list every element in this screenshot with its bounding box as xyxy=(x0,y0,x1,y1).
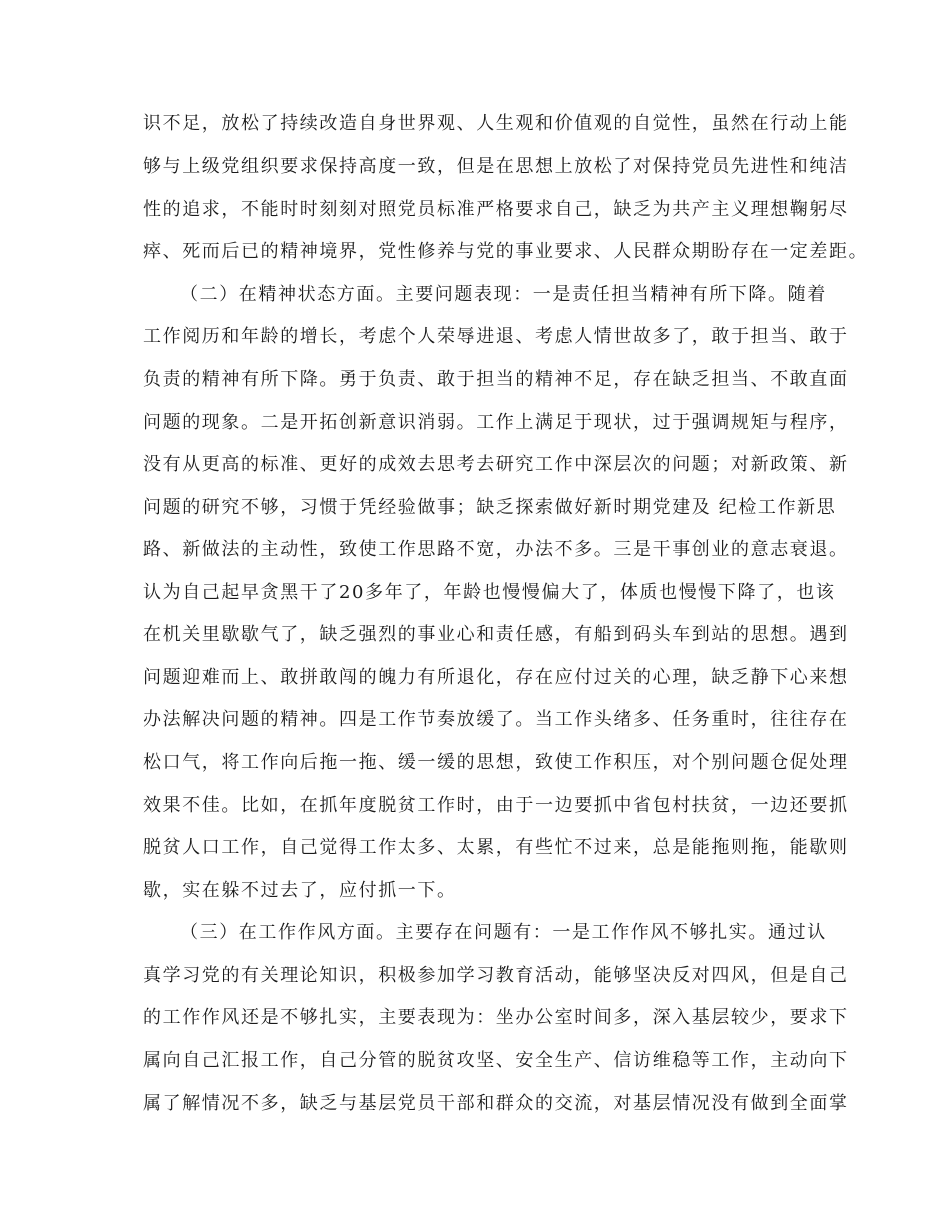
text-line: 问题迎难而上、敢拼敢闯的魄力有所退化，存在应付过关的心理，缺乏静下心来想 xyxy=(143,667,849,688)
text-line: 认为自己起早贪黑干了20多年了，年龄也慢慢偏大了，体质也慢慢下降了，也该 xyxy=(143,582,836,603)
text-line: 的工作作风还是不够扎实，主要表现为：坐办公室时间多，深入基层较少，要求下 xyxy=(143,1007,849,1028)
text-line: 真学习党的有关理论知识，积极参加学习教育活动，能够坚决反对四风，但是自己 xyxy=(143,965,849,986)
text-line: 工作阅历和年龄的增长，考虑个人荣辱进退、考虑人情世故多了，敢于担当、敢于 xyxy=(143,326,849,347)
text-line: 办法解决问题的精神。四是工作节奏放缓了。当工作头绪多、任务重时，往往存在 xyxy=(143,709,849,730)
text-line: 够与上级党组织要求保持高度一致，但是在思想上放松了对保持党员先进性和纯洁 xyxy=(143,156,849,177)
text-line: 识不足，放松了持续改造自身世界观、人生观和价值观的自觉性，虽然在行动上能 xyxy=(143,113,849,134)
text-line: 瘁、死而后已的精神境界，党性修养与党的事业要求、人民群众期盼存在一定差距。 xyxy=(143,241,869,262)
text-line: 效果不佳。比如，在抓年度脱贫工作时，由于一边要抓中省包村扶贫，一边还要抓 xyxy=(143,795,849,816)
text-line: 属向自己汇报工作，自己分管的脱贫攻坚、安全生产、信访维稳等工作，主动向下 xyxy=(143,1050,849,1071)
text-line: 负责的精神有所下降。勇于负责、敢于担当的精神不足，存在缺乏担当、不敢直面 xyxy=(143,369,849,390)
paragraph-heading-line: （三）在工作作风方面。主要存在问题有：一是工作作风不够扎实。通过认 xyxy=(180,922,827,943)
text-line: 松口气，将工作向后拖一拖、缓一缓的思想，致使工作积压，对个别问题仓促处理 xyxy=(143,752,849,773)
text-line: 没有从更高的标准、更好的成效去思考去研究工作中深层次的问题；对新政策、新 xyxy=(143,454,849,475)
text-line: 问题的研究不够，习惯于凭经验做事；缺乏探索做好新时期党建及 纪检工作新思 xyxy=(143,497,837,518)
text-line: 属了解情况不多，缺乏与基层党员干部和群众的交流，对基层情况没有做到全面掌 xyxy=(143,1093,849,1114)
text-line: 歇，实在躲不过去了，应付抓一下。 xyxy=(143,880,457,901)
text-line: 路、新做法的主动性，致使工作思路不宽，办法不多。三是干事创业的意志衰退。 xyxy=(143,539,849,560)
text-line: 问题的现象。二是开拓创新意识消弱。工作上满足于现状，过于强调规矩与程序， xyxy=(143,412,849,433)
text-line: 脱贫人口工作，自己觉得工作太多、太累，有些忙不过来，总是能拖则拖，能歇则 xyxy=(143,837,849,858)
text-line: 性的追求，不能时时刻刻对照党员标准严格要求自己，缺乏为共产主义理想鞠躬尽 xyxy=(143,199,849,220)
text-line: 在机关里歇歇气了，缺乏强烈的事业心和责任感，有船到码头车到站的思想。遇到 xyxy=(143,624,849,645)
paragraph-heading-line: （二）在精神状态方面。主要问题表现：一是责任担当精神有所下降。随着 xyxy=(180,284,827,305)
